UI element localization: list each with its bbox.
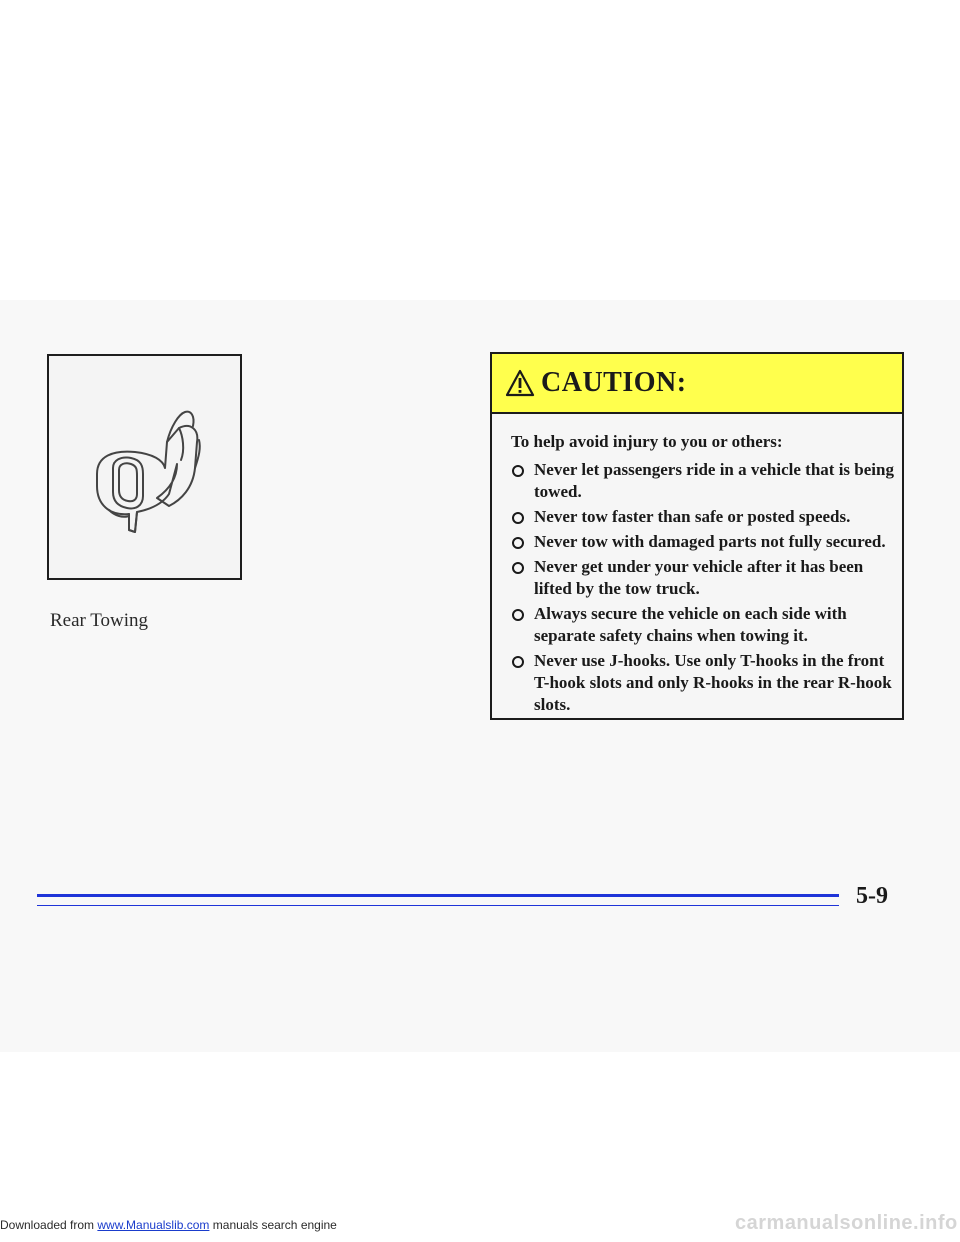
caution-list bbox=[510, 459, 895, 719]
page-number: 5-9 bbox=[856, 883, 888, 909]
warning-triangle-icon bbox=[505, 369, 535, 397]
caution-box bbox=[490, 352, 904, 720]
footer-prefix: Downloaded from bbox=[0, 1218, 98, 1232]
figure-caption: Rear Towing bbox=[50, 610, 149, 631]
rear-towing-figure bbox=[47, 354, 242, 580]
footer-rule-thin bbox=[37, 905, 839, 906]
download-footer bbox=[0, 1218, 337, 1232]
caution-item: Never let passengers ride in a vehicle that is being towed. bbox=[510, 459, 895, 503]
caution-intro: To help avoid injury to you or others: bbox=[511, 432, 783, 451]
caution-title: CAUTION: bbox=[541, 367, 687, 398]
caution-header bbox=[492, 354, 902, 414]
manualslib-link[interactable]: www.Manualslib.com bbox=[97, 1218, 210, 1232]
caution-item: Never use J-hooks. Use only T-hooks in the front T-hook slots and only R-hooks in the rear R-hook slots. bbox=[510, 650, 895, 716]
footer-rule-thick bbox=[37, 894, 839, 897]
rear-tow-hook-icon bbox=[49, 356, 240, 578]
caution-item: Never get under your vehicle after it has been lifted by the tow truck. bbox=[510, 556, 895, 600]
footer-suffix: manuals search engine bbox=[209, 1218, 337, 1232]
caution-item: Never tow with damaged parts not fully secured. bbox=[510, 531, 895, 553]
caution-item: Never tow faster than safe or posted speeds. bbox=[510, 506, 895, 528]
watermark: carmanualsonline.info bbox=[735, 1212, 958, 1234]
caution-item: Always secure the vehicle on each side with separate safety chains when towing it. bbox=[510, 603, 895, 647]
